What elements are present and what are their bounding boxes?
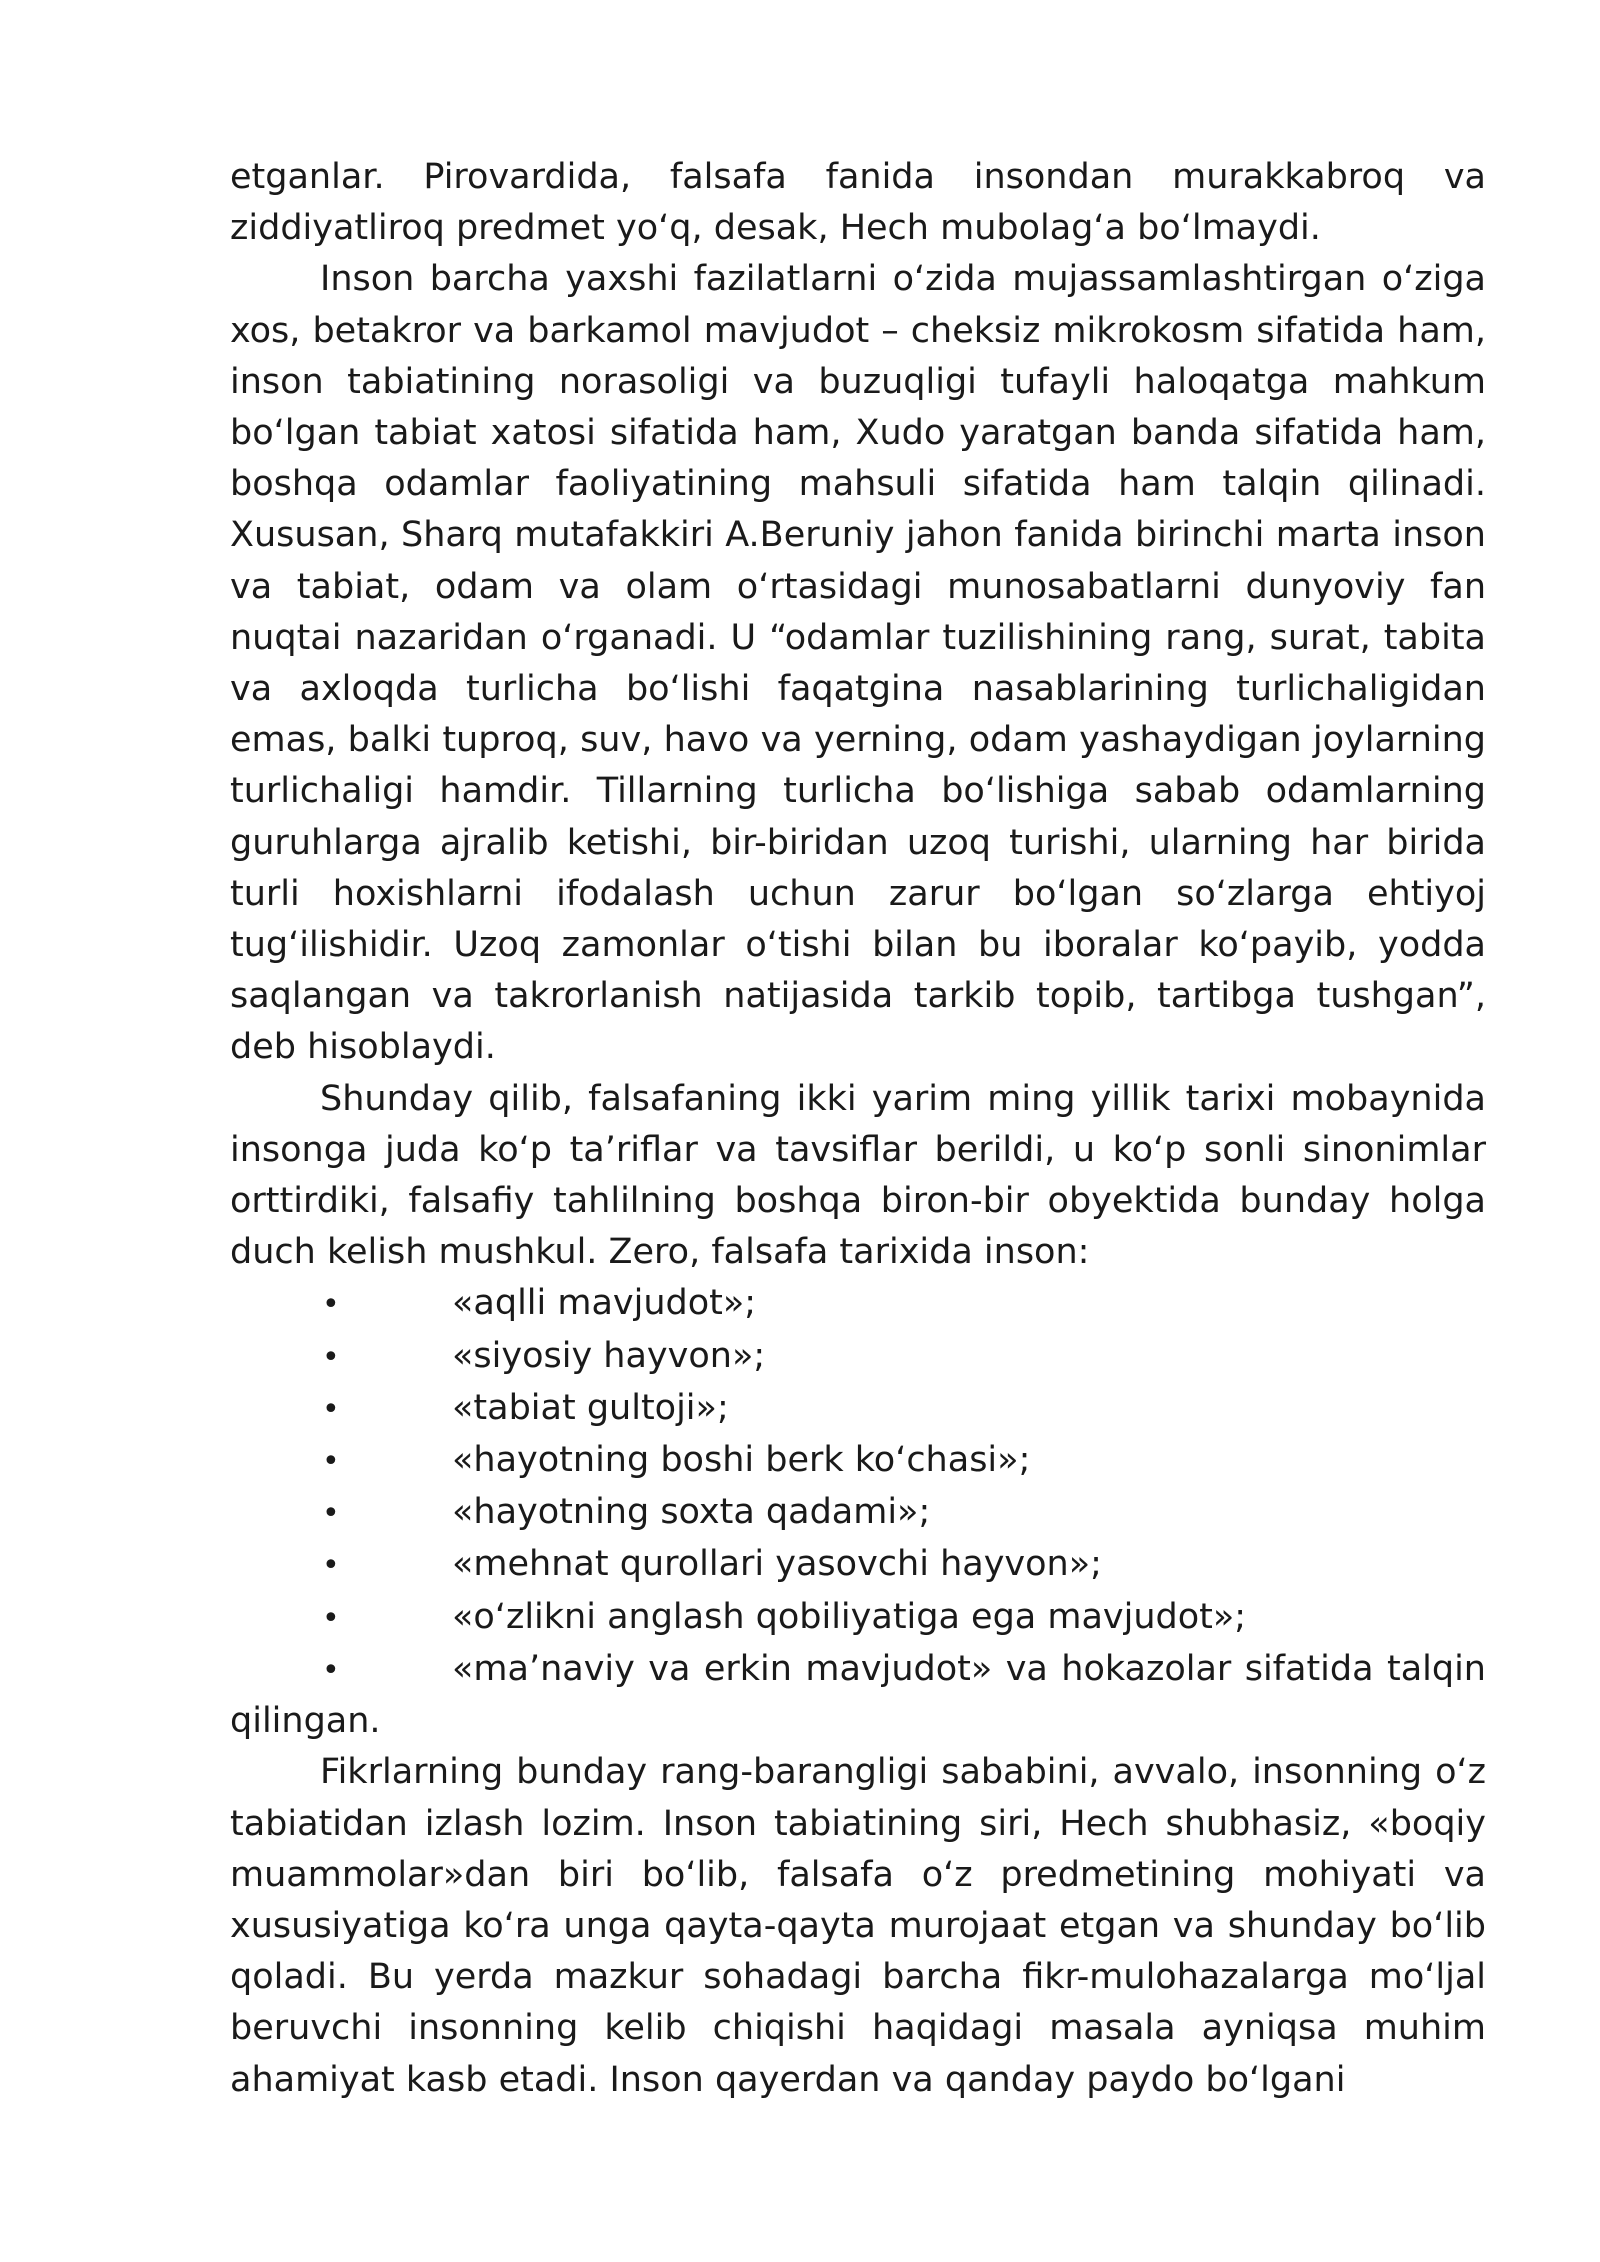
list-item-continuation: qilingan. bbox=[230, 1701, 381, 1742]
list-item bbox=[230, 1331, 1486, 1383]
list-item-text: «ma’naviy va erkin mavjudot» va hokazolar sifatida talqin bbox=[452, 1648, 1486, 1689]
paragraph-2: Inson barcha yaxshi fazilatlarni o‘zida mujassamlashtirgan o‘ziga xos, betakror va barkamol mavjudot – cheksiz mikrokosm sifatida ham, inson tabiatining norasoligi va buzuqligi tufayli haloqatga mahkum bo‘lgan tabiat xatosi sifatida ham, Xudo yaratgan banda sifatida ham, boshqa odamlar faoliyatining mahsuli sifatida ham talqin qilinadi. Xususan, Sharq mutafakkiri A.Beruniy jahon fanida birinchi marta inson va tabiat, odam va olam o‘rtasidagi munosabatlarni dunyoviy fan nuqtai nazaridan o‘rganadi. U “odamlar tuzilishining rang, surat, tabita va axloqda turlicha bo‘lishi faqatgina nasablarining turlichaligidan emas, balki tuproq, suv, havo va yerning, odam yashaydigan joylarning turlichaligi hamdir. Tillarning turlicha bo‘lishiga sabab odamlarning guruhlarga ajralib ketishi, bir-biridan uzoq turishi, ularning har birida turli hoxishlarni ifodalash uchun zarur bo‘lgan so‘zlarga ehtiyoj tug‘ilishidir. Uzoq zamonlar o‘tishi bilan bu iboralar ko‘payib, yodda saqlangan va takrorlanish natijasida tarkib topib, tartibga tushgan”, deb hisoblaydi. bbox=[230, 259, 1486, 1068]
bullet-icon: • bbox=[322, 1444, 340, 1480]
list-item-first-line bbox=[230, 1644, 1486, 1696]
bullet-icon: • bbox=[322, 1391, 340, 1427]
list-item bbox=[230, 1592, 1486, 1644]
list-item-text: «siyosiy hayvon»; bbox=[452, 1335, 766, 1376]
definition-list bbox=[230, 1278, 1486, 1747]
paragraph-4: Fikrlarning bunday rang-barangligi sababini, avvalo, insonning o‘z tabiatidan izlash lozim. Inson tabiatining siri, Hech shubhasiz, «boqiy muammolar»dan biri bo‘lib, falsafa o‘z predmetining mohiyati va xususiyatiga ko‘ra unga qayta-qayta murojaat etgan va shunday bo‘lib qoladi. Bu yerda mazkur sohadagi barcha fikr-mulohazalarga mo‘ljal beruvchi insonning kelib chiqishi haqidagi masala ayniqsa muhim ahamiyat kasb etadi. Inson qayerdan va qanday paydo bo‘lgani bbox=[230, 1752, 1486, 2100]
list-item-text: «tabiat gultoji»; bbox=[452, 1387, 729, 1428]
bullet-icon: • bbox=[322, 1652, 340, 1688]
bullet-icon: • bbox=[322, 1496, 340, 1532]
bullet-icon: • bbox=[322, 1548, 340, 1584]
bullet-icon: • bbox=[322, 1339, 340, 1375]
bullet-icon: • bbox=[322, 1287, 340, 1323]
list-item bbox=[230, 1383, 1486, 1435]
list-item-text: «hayotning soxta qadami»; bbox=[452, 1492, 931, 1533]
paragraph-1: etganlar. Pirovardida, falsafa fanida insondan murakkabroq va ziddiyatliroq predmet yo‘q, desak, Hech mubolag‘a bo‘lmaydi. bbox=[230, 157, 1486, 249]
list-item-text: «o‘zlikni anglash qobiliyatiga ega mavjudot»; bbox=[452, 1596, 1247, 1637]
list-item-text: «hayotning boshi berk ko‘chasi»; bbox=[452, 1440, 1031, 1481]
list-item bbox=[230, 1644, 1486, 1747]
paragraph-3: Shunday qilib, falsafaning ikki yarim ming yillik tarixi mobaynida insonga juda ko‘p ta’riflar va tavsiflar berildi, u ko‘p sonli sinonimlar orttirdiki, falsafiy tahlilning boshqa biron-bir obyektida bunday holga duch kelish mushkul. Zero, falsafa tarixida inson: bbox=[230, 1078, 1486, 1273]
bullet-icon: • bbox=[322, 1600, 340, 1636]
list-item bbox=[230, 1435, 1486, 1487]
list-item bbox=[230, 1539, 1486, 1591]
list-item bbox=[230, 1487, 1486, 1539]
list-item-text: «mehnat qurollari yasovchi hayvon»; bbox=[452, 1544, 1102, 1585]
list-item-text: «aqlli mavjudot»; bbox=[452, 1283, 757, 1324]
list-item bbox=[230, 1278, 1486, 1330]
document-page bbox=[230, 152, 1486, 2106]
